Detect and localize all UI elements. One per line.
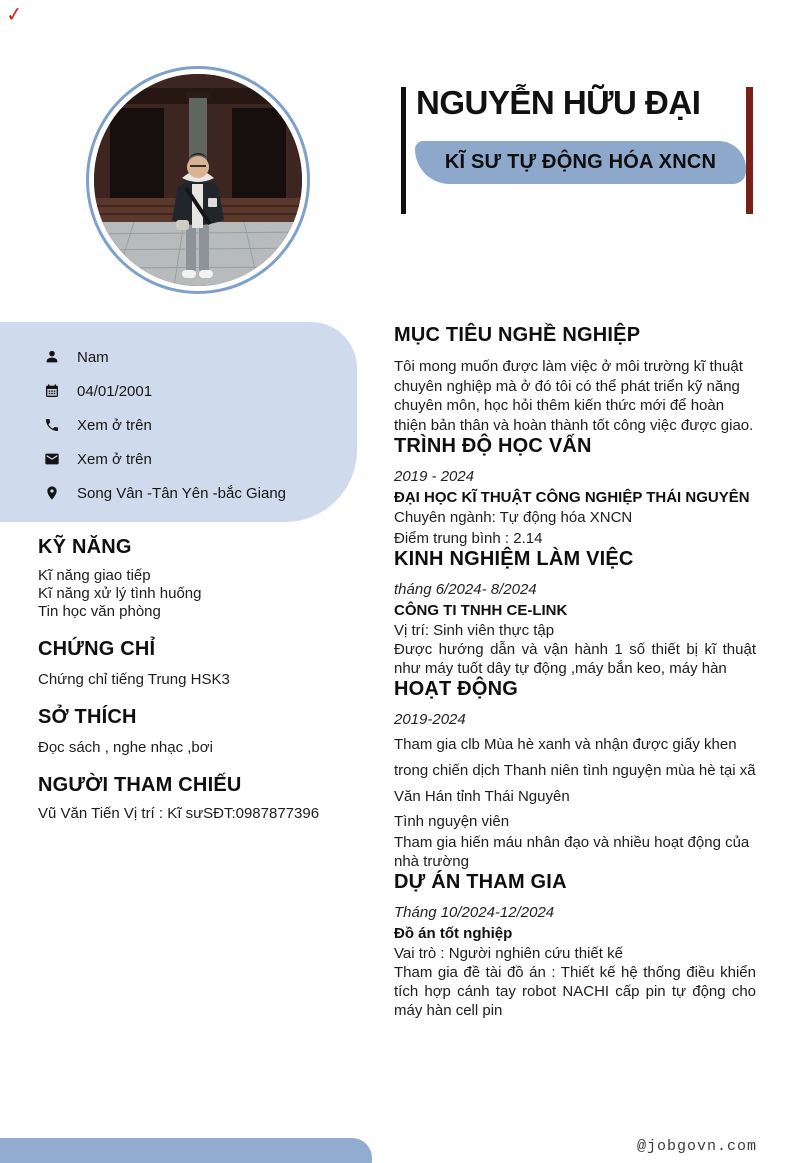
contact-phone-value: Xem ở trên: [77, 416, 152, 434]
section-title-projects: DỰ ÁN THAM GIA: [394, 871, 567, 893]
activities-highlight: Tham gia clb Mùa hè xanh và nhận được giấy khen trong chiến dịch Thanh niên tình nguyện mùa hè tại xã Văn Hán tỉnh Thái Nguyên: [394, 736, 756, 805]
footer-accent-bar: [0, 1138, 372, 1163]
certificates-list: [38, 671, 368, 689]
profile-photo: [94, 74, 302, 286]
skill-item: Tin học văn phòng: [38, 603, 161, 620]
section-title-activities: HOẠT ĐỘNG: [394, 678, 519, 700]
reference-item: Vũ Văn Tiến Vị trí : Kĩ sưSĐT:0987877396: [38, 805, 320, 822]
certificate-item: Chứng chỉ tiếng Trung HSK3: [38, 671, 230, 688]
profile-photo-frame: [86, 66, 310, 294]
education-major: Chuyên ngành: Tự động hóa XNCN: [394, 509, 633, 526]
watermark: @jobgovn.com: [636, 1138, 757, 1155]
page-title-name: NGUYỄN HỮU ĐẠI: [416, 84, 701, 121]
section-title-references: NGƯỜI THAM CHIẾU: [38, 774, 242, 796]
section-title-certificates: CHỨNG CHỈ: [38, 638, 156, 660]
objective-text: Tôi mong muốn được làm việc ở môi trường kĩ thuật chuyên nghiệp mà ở đó tôi có thể phát triển kỹ năng chuyên môn, học hỏi thêm kiến thức mới để hoàn thiện bản thân và hoàn thành tốt công việc được giao.: [394, 358, 754, 434]
skills-list: [38, 567, 368, 621]
hobby-item: Đọc sách , nghe nhạc ,bơi: [38, 739, 213, 756]
right-column: [394, 324, 756, 1020]
hobbies-list: [38, 739, 368, 757]
contact-row-address: [44, 476, 357, 510]
activities-period: 2019-2024: [394, 711, 466, 728]
red-brush-mark-icon: ✓: [4, 3, 24, 27]
contact-birthday-value: 04/01/2001: [77, 382, 153, 400]
education-school: ĐẠI HỌC KĨ THUẬT CÔNG NGHIỆP THÁI NGUYÊN: [394, 489, 750, 506]
person-icon: [44, 349, 60, 365]
activities-extra: Tham gia hiến máu nhân đạo và nhiều hoạt động của nhà trường: [394, 834, 750, 870]
phone-icon: [44, 417, 60, 433]
contact-row-birthday: [44, 374, 357, 408]
experience-description: Được hướng dẫn và vận hành 1 số thiết bị kĩ thuật như máy tuốt dây tự động ,máy bắn keo, máy hàn: [394, 641, 756, 677]
name-left-rule: [401, 87, 406, 214]
job-title-badge: KĨ SƯ TỰ ĐỘNG HÓA XNCN: [415, 141, 746, 184]
skill-item: Kĩ năng giao tiếp: [38, 567, 151, 584]
contact-panel: [0, 322, 357, 522]
experience-period: tháng 6/2024- 8/2024: [394, 581, 537, 598]
project-role: Vai trò : Người nghiên cứu thiết kế: [394, 945, 623, 962]
section-title-education: TRÌNH ĐỘ HỌC VẤN: [394, 435, 592, 457]
section-title-objective: MỤC TIÊU NGHỀ NGHIỆP: [394, 324, 641, 346]
contact-row-email: [44, 442, 357, 476]
header-maroon-accent-bar: [746, 87, 753, 214]
calendar-icon: [44, 383, 60, 399]
contact-row-gender: [44, 340, 357, 374]
skill-item: Kĩ năng xử lý tình huống: [38, 585, 202, 602]
mail-icon: [44, 451, 60, 467]
contact-row-phone: [44, 408, 357, 442]
section-title-hobbies: SỞ THÍCH: [38, 706, 137, 728]
section-title-experience: KINH NGHIỆM LÀM VIỆC: [394, 548, 634, 570]
left-column: [38, 536, 368, 823]
experience-company: CÔNG TI TNHH CE-LINK: [394, 602, 568, 619]
location-icon: [44, 485, 60, 501]
project-name: Đồ án tốt nghiệp: [394, 925, 513, 942]
references-list: [38, 805, 368, 823]
project-description: Tham gia đề tài đồ án : Thiết kế hệ thống điều khiển tích hợp cánh tay robot NACHI cấp pin tự động cho máy hàn cell pin: [394, 964, 756, 1019]
contact-email-value: Xem ở trên: [77, 450, 152, 468]
contact-gender-value: Nam: [77, 348, 109, 366]
projects-period: Tháng 10/2024-12/2024: [394, 904, 555, 921]
education-gpa: Điểm trung bình : 2.14: [394, 530, 543, 547]
experience-position: Vị trí: Sinh viên thực tập: [394, 622, 555, 639]
profile-photo-illustration: [94, 74, 302, 286]
contact-address-value: Song Vân -Tân Yên -bắc Giang: [77, 484, 287, 502]
education-period: 2019 - 2024: [394, 468, 475, 485]
section-title-skills: KỸ NĂNG: [38, 536, 132, 558]
activities-role: Tình nguyện viên: [394, 813, 510, 830]
